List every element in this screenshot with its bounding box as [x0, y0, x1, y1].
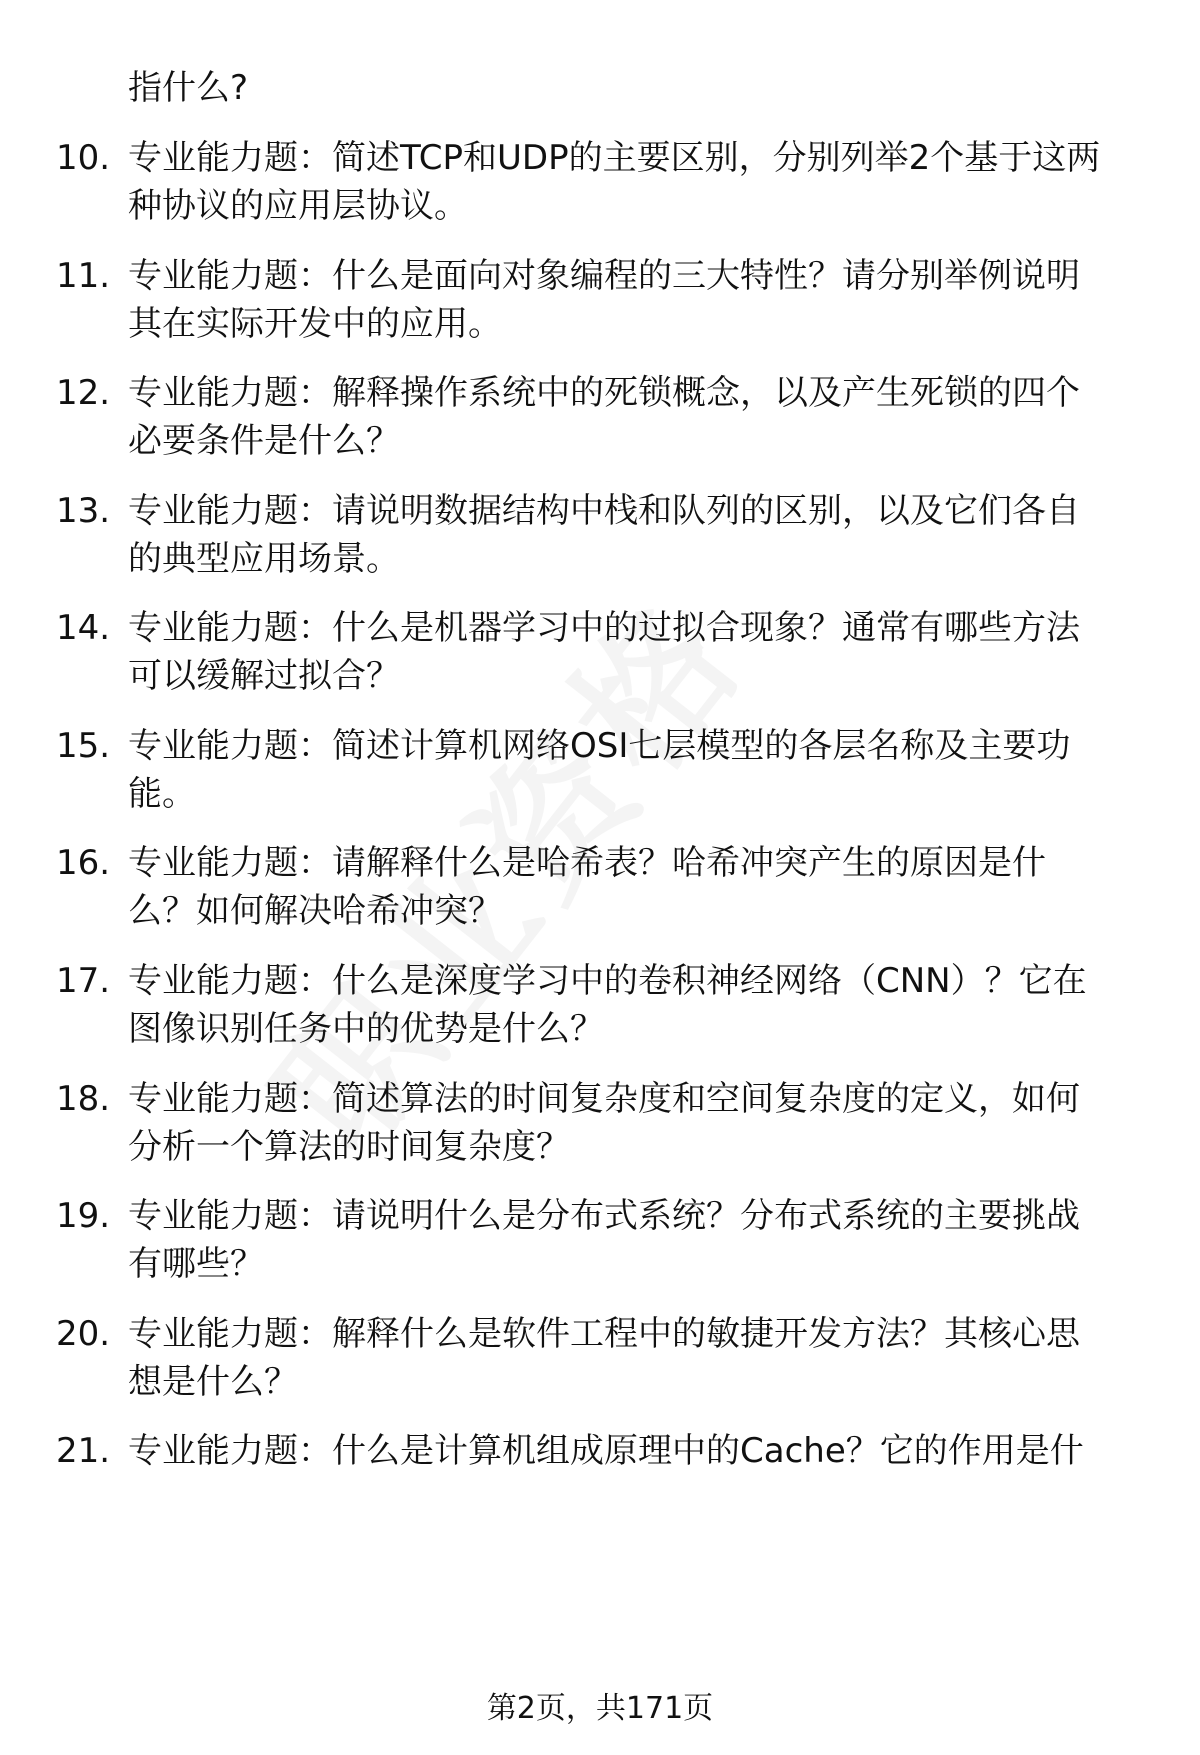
question-number: 18.	[56, 1079, 111, 1119]
question-text	[128, 134, 1168, 230]
question-text-line: 专业能力题：简述计算机网络OSI七层模型的各层名称及主要功	[128, 726, 1071, 766]
question-text	[128, 839, 1168, 935]
question-number: 21.	[56, 1431, 111, 1471]
question-text	[128, 369, 1168, 465]
question-text-line: 专业能力题：简述TCP和UDP的主要区别，分别列举2个基于这两	[128, 138, 1101, 178]
question-text-line: 能。	[128, 774, 196, 814]
question-text	[128, 722, 1168, 818]
question-text-line: 其在实际开发中的应用。	[128, 304, 502, 344]
question-text-line: 种协议的应用层协议。	[128, 186, 468, 226]
question-number: 17.	[56, 961, 111, 1001]
question-text	[128, 1075, 1168, 1171]
question-text-line: 分析一个算法的时间复杂度？	[128, 1127, 570, 1167]
question-text-line: 专业能力题：请说明什么是分布式系统？分布式系统的主要挑战	[128, 1196, 1080, 1236]
question-text-line: 有哪些？	[128, 1244, 264, 1284]
question-text-line: 专业能力题：什么是机器学习中的过拟合现象？通常有哪些方法	[128, 608, 1080, 648]
question-text-line: 想是什么？	[128, 1362, 298, 1402]
question-number: 16.	[56, 843, 111, 883]
question-number: 14.	[56, 608, 111, 648]
question-text-line: 专业能力题：什么是深度学习中的卷积神经网络（CNN）？它在	[128, 961, 1087, 1001]
question-text-line: 专业能力题：简述算法的时间复杂度和空间复杂度的定义，如何	[128, 1079, 1080, 1119]
question-text	[128, 1310, 1168, 1406]
question-text	[128, 957, 1168, 1053]
question-text-line: 专业能力题：请说明数据结构中栈和队列的区别，以及它们各自	[128, 491, 1080, 531]
question-text-line: 必要条件是什么？	[128, 421, 400, 461]
question-number: 12.	[56, 373, 111, 413]
question-text-line: 么？如何解决哈希冲突？	[128, 891, 502, 931]
question-text	[128, 604, 1168, 700]
question-text-line: 的典型应用场景。	[128, 539, 400, 579]
question-number: 13.	[56, 491, 111, 531]
question-text-line: 图像识别任务中的优势是什么？	[128, 1009, 604, 1049]
question-number: 11.	[56, 256, 111, 296]
question-text-line: 专业能力题：请解释什么是哈希表？哈希冲突产生的原因是什	[128, 843, 1046, 883]
question-number: 10.	[56, 138, 111, 178]
question-text	[128, 487, 1168, 583]
question-text-line: 专业能力题：解释什么是软件工程中的敏捷开发方法？其核心思	[128, 1314, 1080, 1354]
page-footer: 第2页，共171页	[486, 1691, 714, 1726]
question-text	[128, 1192, 1168, 1288]
question-text-line: 专业能力题：什么是计算机组成原理中的Cache？它的作用是什	[128, 1431, 1084, 1471]
question-text-line: 专业能力题：什么是面向对象编程的三大特性？请分别举例说明	[128, 256, 1080, 296]
continuation-line: 指什么?	[128, 68, 249, 108]
question-number: 15.	[56, 726, 111, 766]
question-text-line: 可以缓解过拟合？	[128, 656, 400, 696]
question-text-line: 专业能力题：解释操作系统中的死锁概念，以及产生死锁的四个	[128, 373, 1080, 413]
question-text	[128, 252, 1168, 348]
question-number: 20.	[56, 1314, 111, 1354]
question-number: 19.	[56, 1196, 111, 1236]
question-text	[128, 1427, 1168, 1475]
